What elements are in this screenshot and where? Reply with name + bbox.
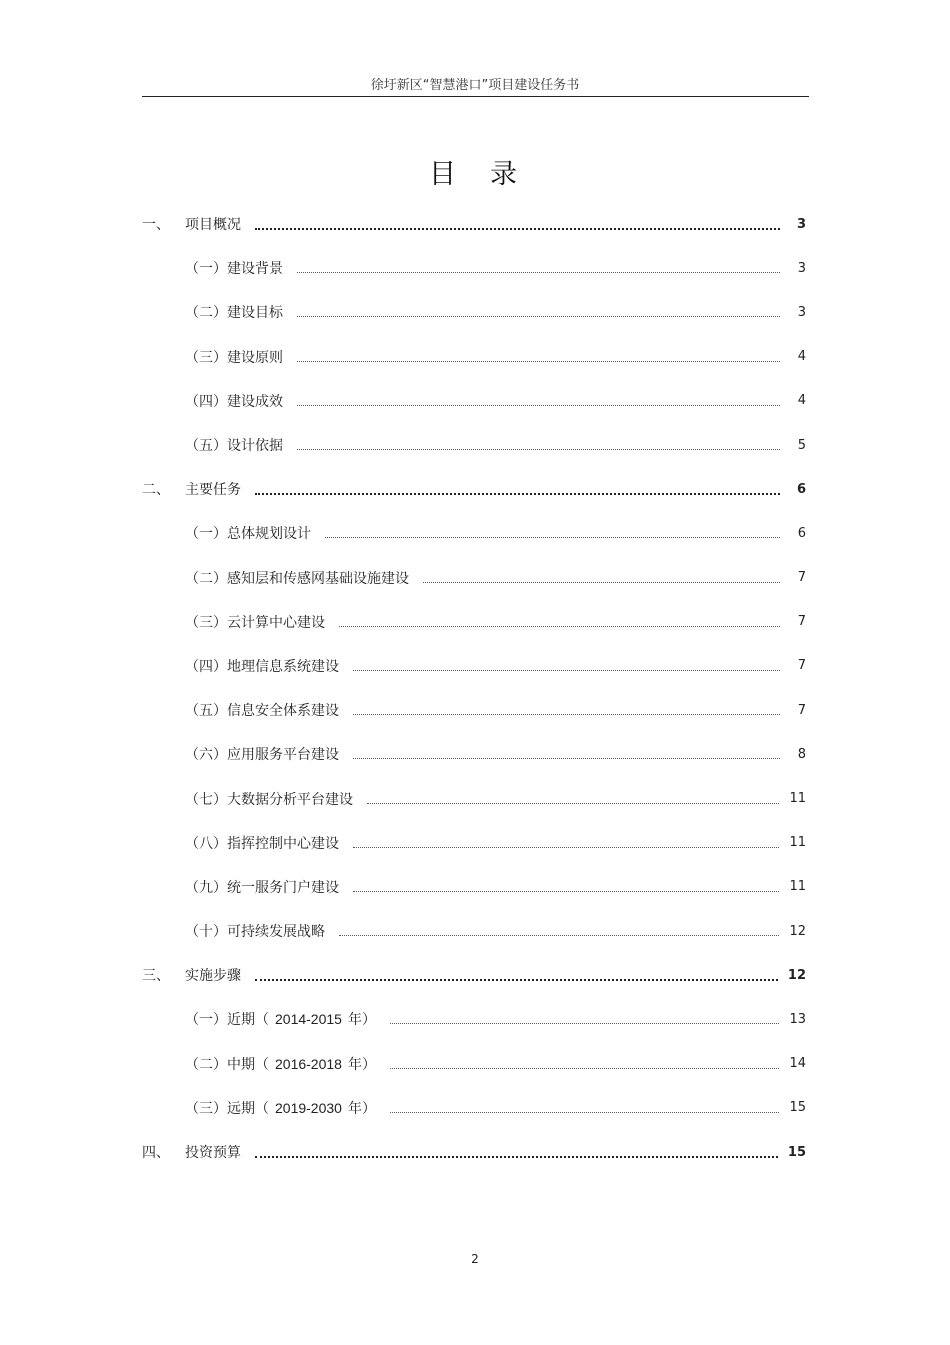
toc-entry-suffix: 年） (347, 1056, 376, 1073)
toc-entry-number: 二、 (142, 482, 170, 499)
toc-subsection-entry[interactable] (142, 246, 806, 290)
toc-entry-page-number: 3 (797, 304, 806, 320)
toc-entry-title: （一）总体规划设计 (185, 526, 311, 543)
toc-entry-title: 投资预算 (185, 1145, 241, 1162)
toc-entry-label (185, 1054, 376, 1074)
toc-entry-page-number: 7 (797, 702, 806, 718)
toc-entry-label (185, 479, 241, 499)
toc-entry-label (185, 877, 339, 897)
toc-entry-label (185, 965, 241, 985)
page-number: 2 (471, 1252, 479, 1266)
toc-entry-title: （九）统一服务门户建设 (185, 879, 339, 896)
header-rule (142, 96, 809, 97)
toc-entry-year-range: 2016-2018 (275, 1055, 342, 1072)
toc-entry-title: （五）设计依据 (185, 438, 283, 455)
toc-subsection-entry[interactable] (142, 997, 806, 1041)
toc-subsection-entry[interactable] (142, 511, 806, 555)
dot-leader (255, 1155, 778, 1158)
toc-entry-label (185, 568, 409, 588)
toc-entry-page-number: 7 (797, 570, 806, 586)
toc-entry-suffix: 年） (347, 1012, 376, 1029)
toc-subsection-entry[interactable] (142, 865, 806, 909)
toc-subsection-entry[interactable] (142, 1086, 806, 1130)
toc-entry-label (185, 612, 325, 632)
toc-section-entry[interactable] (142, 202, 806, 246)
toc-entry-title: （二）感知层和传感网基础设施建设 (185, 570, 409, 587)
toc-entry-label (185, 921, 325, 941)
dot-leader (297, 360, 780, 362)
toc-subsection-entry[interactable] (142, 556, 806, 600)
toc-subsection-entry[interactable] (142, 600, 806, 644)
toc-entry-year-range: 2019-2030 (275, 1099, 342, 1116)
toc-entry-page-number: 3 (796, 216, 806, 232)
toc-entry-title: （一）近期（ (185, 1012, 269, 1029)
toc-entry-page-number: 11 (789, 791, 806, 807)
toc-entry-label (185, 1142, 241, 1162)
toc-entry-page-number: 6 (797, 525, 806, 541)
dot-leader (297, 315, 780, 317)
toc-entry-year-range: 2014-2015 (275, 1011, 342, 1028)
dot-leader (297, 404, 780, 406)
dot-leader (390, 1022, 780, 1024)
dot-leader (297, 271, 780, 273)
toc-entry-suffix: 年） (347, 1100, 376, 1117)
toc-entry-label (185, 1098, 376, 1118)
toc-entry-page-number: 11 (789, 879, 806, 895)
toc-entry-label (185, 700, 339, 720)
toc-subsection-entry[interactable] (142, 821, 806, 865)
dot-leader (339, 934, 779, 936)
toc-subsection-entry[interactable] (142, 335, 806, 379)
dot-leader (353, 757, 780, 759)
toc-subsection-entry[interactable] (142, 688, 806, 732)
toc-entry-title: （三）建设原则 (185, 349, 283, 366)
toc-entry-page-number: 14 (789, 1056, 806, 1072)
dot-leader (367, 802, 779, 804)
toc-title (0, 152, 950, 191)
toc-entry-title: （一）建设背景 (185, 261, 283, 278)
toc-subsection-entry[interactable] (142, 909, 806, 953)
dot-leader (353, 846, 779, 848)
toc-entry-title: 实施步骤 (185, 968, 241, 985)
toc-entry-page-number: 8 (797, 746, 806, 762)
toc-entry-label (185, 302, 283, 322)
toc-entry-label (185, 523, 311, 543)
toc-entry-title: （四）地理信息系统建设 (185, 658, 339, 675)
toc-entry-title: 主要任务 (185, 482, 241, 499)
toc-subsection-entry[interactable] (142, 644, 806, 688)
toc-entry-title: （三）远期（ (185, 1100, 269, 1117)
dot-leader (423, 581, 780, 583)
dot-leader (390, 1067, 780, 1069)
toc-entry-title: （五）信息安全体系建设 (185, 703, 339, 720)
toc-entry-page-number: 12 (787, 967, 806, 983)
toc-entry-title: （四）建设成效 (185, 393, 283, 410)
toc-subsection-entry[interactable] (142, 379, 806, 423)
running-header: 徐圩新区“智慧港口”项目建设任务书 (370, 78, 580, 93)
toc-entry-page-number: 7 (797, 614, 806, 630)
toc-title-right: 录 (490, 159, 521, 190)
toc-entry-page-number: 6 (796, 481, 806, 497)
toc-entry-label (185, 214, 241, 234)
dot-leader (297, 448, 780, 450)
toc-subsection-entry[interactable] (142, 732, 806, 776)
toc-entry-title: （七）大数据分析平台建设 (185, 791, 353, 808)
toc-entry-label (185, 258, 283, 278)
toc-entry-title: 项目概况 (185, 217, 241, 234)
toc-entry-label (185, 833, 339, 853)
toc-title-left: 目 (429, 159, 460, 190)
toc-entry-page-number: 15 (787, 1144, 806, 1160)
toc-entry-number: 三、 (142, 968, 170, 985)
toc-entry-number: 一、 (142, 217, 170, 234)
toc-entry-label (185, 391, 283, 411)
toc-entry-label (185, 744, 339, 764)
dot-leader (353, 713, 780, 715)
toc-entry-title: （十）可持续发展战略 (185, 924, 325, 941)
toc-section-entry[interactable] (142, 1130, 806, 1174)
toc-entry-page-number: 7 (797, 658, 806, 674)
toc-entry-page-number: 4 (797, 349, 806, 365)
dot-leader (390, 1111, 780, 1113)
toc-entry-title: （二）中期（ (185, 1056, 269, 1073)
toc-section-entry[interactable] (142, 467, 806, 511)
dot-leader (255, 227, 780, 230)
toc-entry-title: （二）建设目标 (185, 305, 283, 322)
toc-entry-title: （八）指挥控制中心建设 (185, 835, 339, 852)
dot-leader (255, 978, 778, 981)
toc-entry-label (185, 347, 283, 367)
table-of-contents (142, 202, 806, 1174)
toc-entry-page-number: 4 (797, 393, 806, 409)
toc-entry-page-number: 11 (789, 835, 806, 851)
toc-entry-page-number: 12 (789, 923, 806, 939)
toc-entry-page-number: 15 (789, 1100, 806, 1116)
toc-subsection-entry[interactable] (142, 423, 806, 467)
toc-entry-page-number: 13 (789, 1011, 806, 1027)
toc-subsection-entry[interactable] (142, 290, 806, 334)
toc-entry-number: 四、 (142, 1145, 170, 1162)
dot-leader (353, 890, 779, 892)
toc-entry-label (185, 789, 353, 809)
dot-leader (255, 492, 780, 495)
dot-leader (325, 536, 780, 538)
toc-entry-label (185, 1009, 376, 1029)
toc-entry-title: （六）应用服务平台建设 (185, 747, 339, 764)
toc-section-entry[interactable] (142, 953, 806, 997)
dot-leader (339, 625, 780, 627)
toc-entry-page-number: 5 (797, 437, 806, 453)
toc-entry-page-number: 3 (797, 260, 806, 276)
toc-subsection-entry[interactable] (142, 1042, 806, 1086)
toc-entry-title: （三）云计算中心建设 (185, 614, 325, 631)
dot-leader (353, 669, 780, 671)
toc-subsection-entry[interactable] (142, 776, 806, 820)
toc-entry-label (185, 656, 339, 676)
toc-entry-label (185, 435, 283, 455)
